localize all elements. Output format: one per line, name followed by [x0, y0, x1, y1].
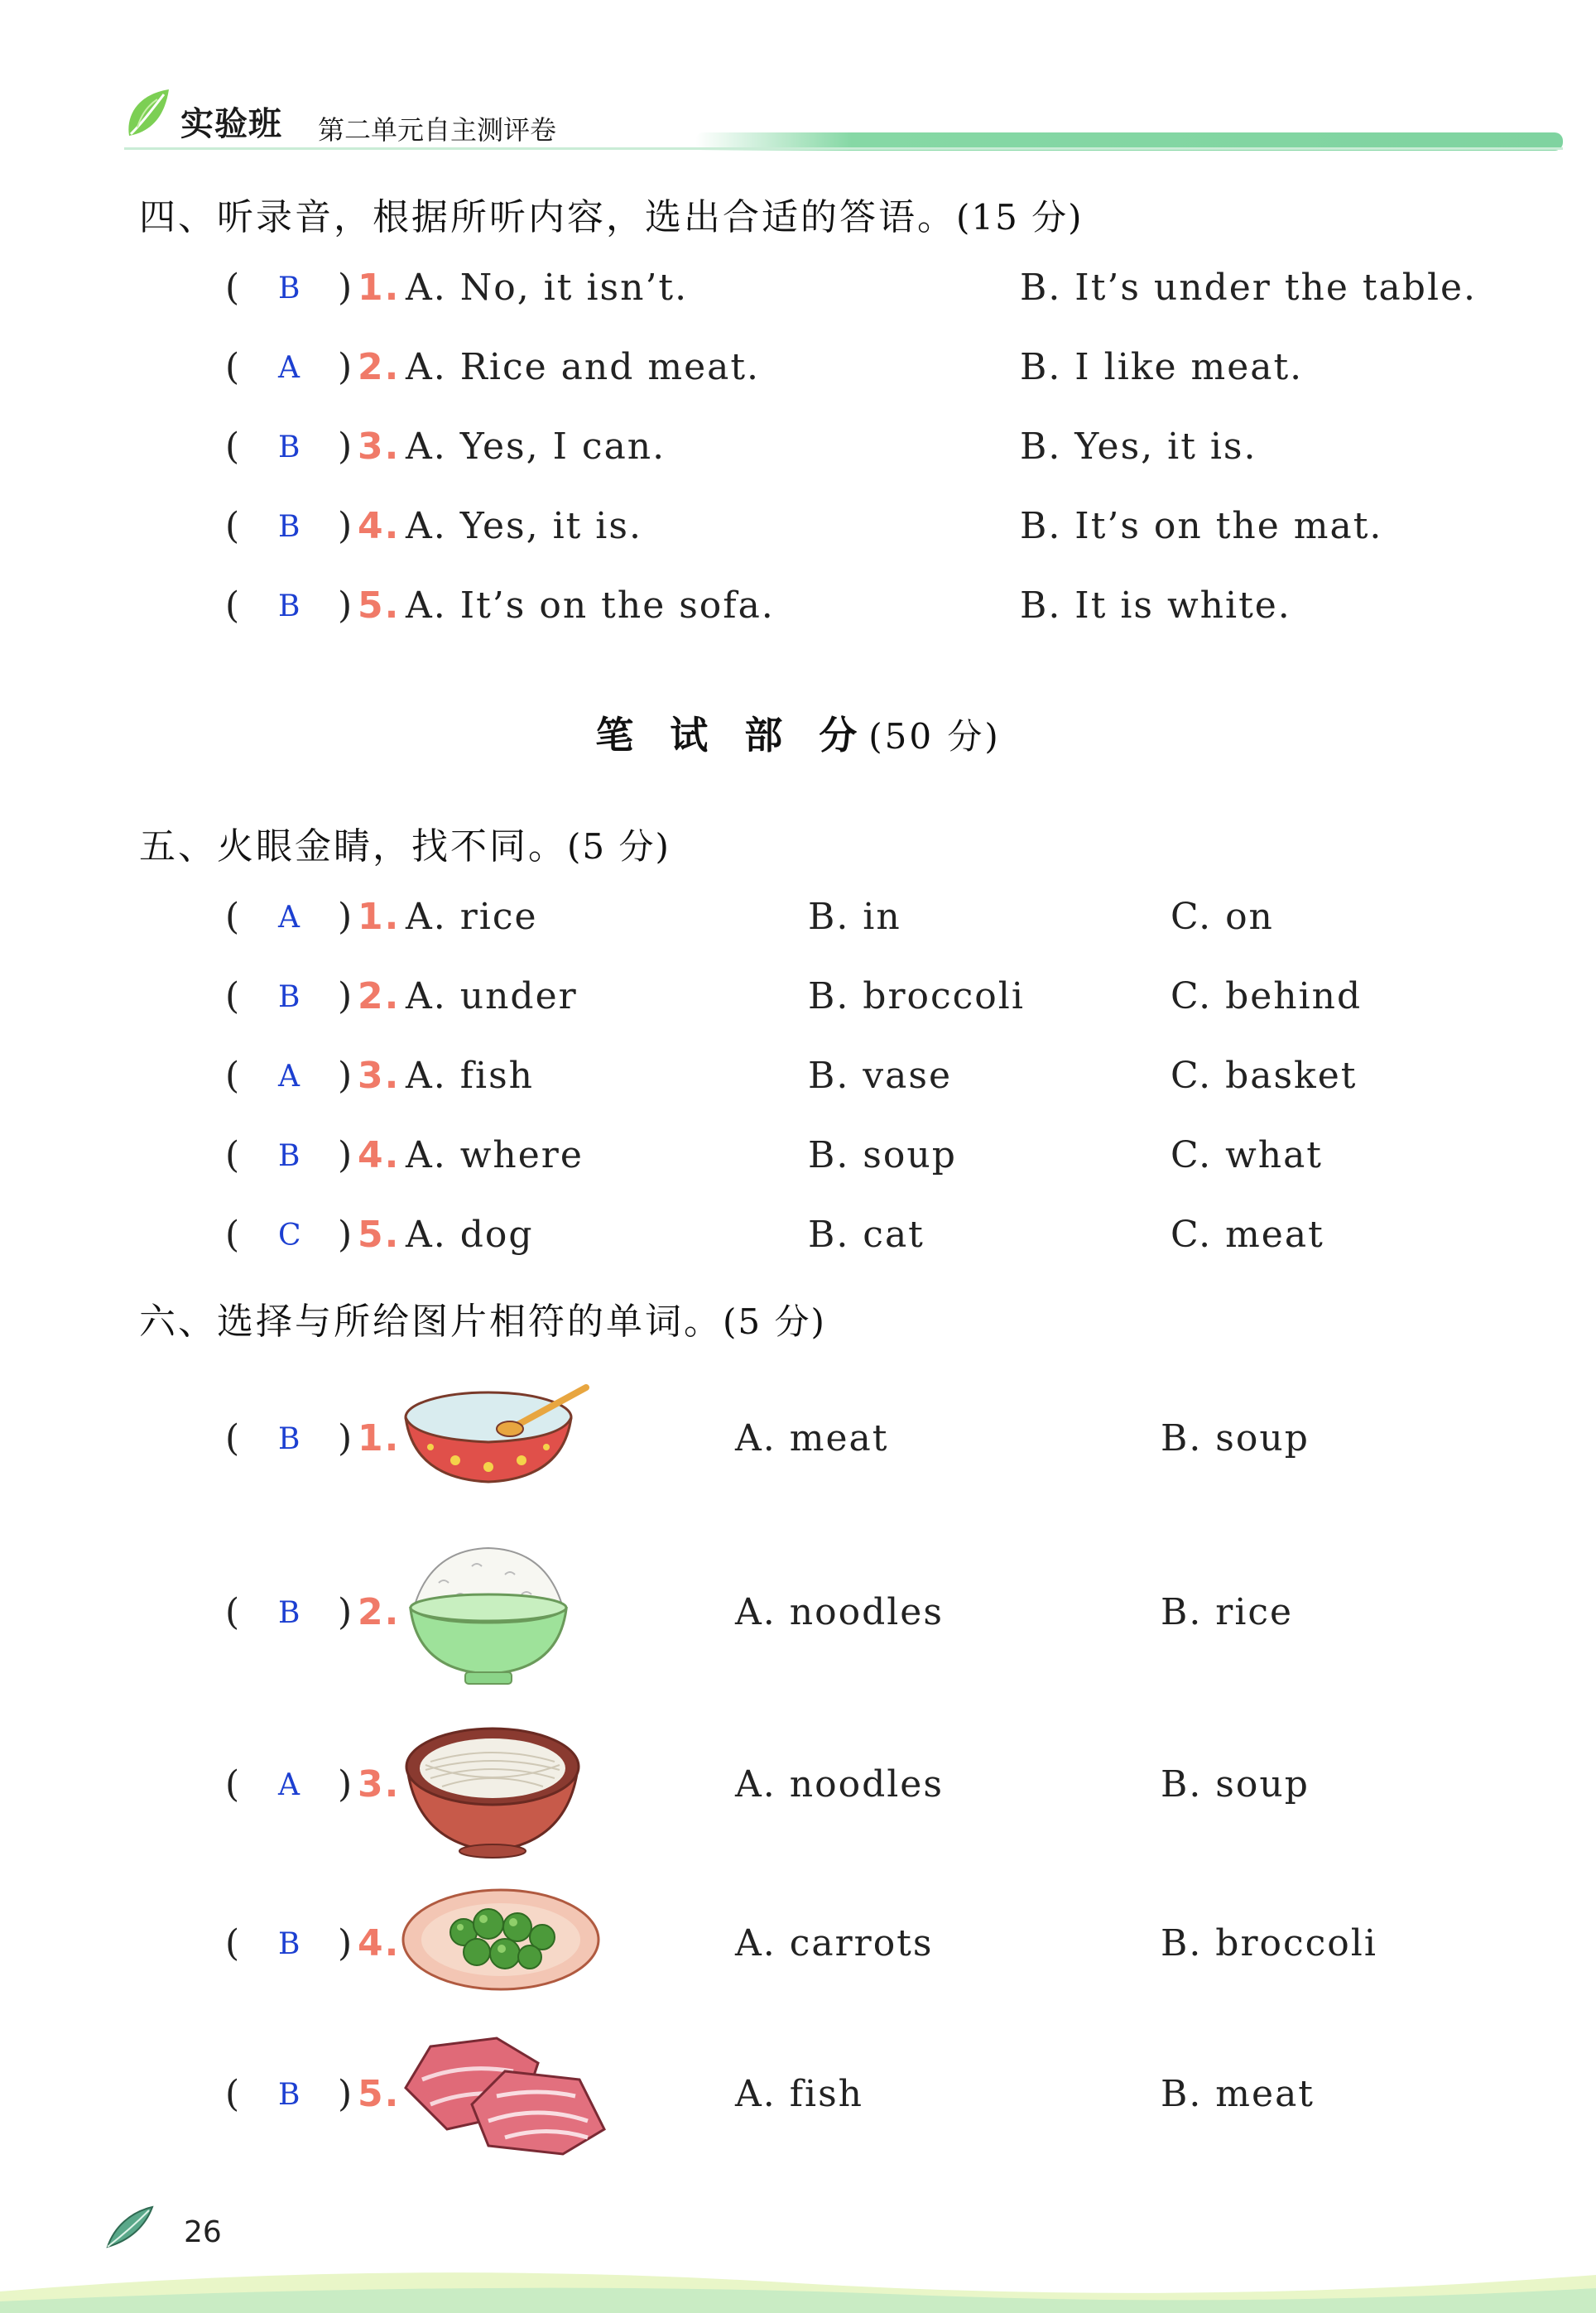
option-a: A. It’s on the sofa.: [406, 584, 775, 627]
question-number: 5.: [358, 584, 401, 627]
section-four-heading: [139, 187, 1084, 240]
answer-mark: B: [278, 1422, 302, 1456]
option-a: A. meat: [735, 1417, 889, 1459]
option-b: B. I like meat.: [1020, 346, 1304, 388]
question-number: 1.: [358, 896, 401, 938]
answer-mark: A: [278, 1060, 301, 1094]
option-a: A. carrots: [735, 1922, 934, 1964]
option-c: C. behind: [1171, 975, 1363, 1017]
option-a: A. where: [406, 1134, 584, 1176]
option-b: B. It is white.: [1020, 584, 1291, 627]
question-number: 4.: [358, 1134, 401, 1176]
option-a: A. Rice and meat.: [406, 346, 761, 388]
option-b: B. It’s on the mat.: [1020, 505, 1383, 547]
option-a: A. rice: [406, 896, 538, 938]
list-item: ( A ) 3. A. noodles B. soup: [225, 1763, 1310, 1806]
answer-mark: B: [278, 1596, 302, 1630]
question-number: 2.: [358, 346, 401, 388]
section-five-title: 五、火眼金睛，找不同。: [139, 825, 567, 868]
rice-bowl-icon: [397, 1541, 579, 1690]
section-four-title: 四、听录音，根据所听内容，选出合适的答语。: [139, 196, 956, 238]
unit-title: 第二单元自主测评卷: [318, 114, 557, 146]
list-item: ( B ) 1. A. meat B. soup: [225, 1417, 1310, 1459]
list-item: ( B ) 2. A. noodles B. rice: [225, 1591, 1294, 1633]
option-a: A. noodles: [735, 1763, 944, 1806]
written-part-heading: [0, 705, 1596, 760]
answer-mark: A: [278, 1768, 301, 1802]
option-c: C. meat: [1171, 1214, 1324, 1256]
option-c: C. what: [1171, 1134, 1323, 1176]
answer-mark: B: [278, 1927, 302, 1961]
option-c: C. basket: [1171, 1055, 1358, 1097]
option-b: B. soup: [1161, 1417, 1310, 1459]
leaf-decoration-icon: [103, 2202, 156, 2252]
option-a: A. fish: [406, 1055, 535, 1097]
answer-mark: B: [278, 2078, 302, 2112]
list-item: ( C ) 5. A. dog B. cat C. meat: [225, 1214, 1324, 1256]
section-five-heading: [139, 816, 671, 869]
option-b: B. soup: [1161, 1763, 1310, 1806]
question-number: 2.: [358, 975, 401, 1017]
brand-title: 实验班: [180, 105, 282, 143]
option-c: C. on: [1171, 896, 1274, 938]
page-number: 26: [184, 2215, 222, 2249]
list-item: ( B ) 3. A. Yes, I can. B. Yes, it is.: [225, 426, 1257, 468]
soup-bowl-icon: [397, 1381, 604, 1488]
option-a: A. noodles: [735, 1591, 944, 1633]
section-six-points: (5 分): [723, 1301, 826, 1342]
question-number: 3.: [358, 1055, 401, 1097]
option-b: B. soup: [808, 1134, 957, 1176]
list-item: ( A ) 1. A. rice B. in C. on: [225, 896, 1274, 938]
list-item: ( B ) 4. A. Yes, it is. B. It’s on the mat.: [225, 505, 1383, 547]
question-number: 3.: [358, 426, 401, 468]
question-number: 4.: [358, 505, 401, 547]
option-a: A. under: [406, 975, 578, 1017]
list-item: ( B ) 1. A. No, it isn’t. B. It’s under the table.: [225, 267, 1478, 309]
answer-mark: B: [278, 510, 302, 544]
answer-mark: B: [278, 1139, 302, 1173]
option-a: A. No, it isn’t.: [406, 267, 689, 309]
answer-mark: A: [278, 901, 301, 935]
option-b: B. broccoli: [1161, 1922, 1377, 1964]
option-b: B. meat: [1161, 2073, 1315, 2115]
section-five-points: (5 分): [567, 826, 671, 867]
option-b: B. broccoli: [808, 975, 1025, 1017]
question-number: 1.: [358, 1417, 401, 1459]
section-six-heading: [139, 1291, 826, 1344]
list-item: ( A ) 2. A. Rice and meat. B. I like meat.: [225, 346, 1304, 388]
question-number: 1.: [358, 267, 401, 309]
header-rule: [124, 147, 1563, 150]
option-b: B. in: [808, 896, 901, 938]
answer-mark: B: [278, 589, 302, 623]
written-part-points: (50 分): [868, 716, 1001, 757]
noodle-bowl-icon: [397, 1719, 588, 1859]
option-a: A. Yes, I can.: [406, 426, 666, 468]
option-b: B. vase: [808, 1055, 953, 1097]
list-item: ( B ) 2. A. under B. broccoli C. behind: [225, 975, 1363, 1017]
broccoli-plate-icon: [397, 1886, 604, 1993]
list-item: ( A ) 3. A. fish B. vase C. basket: [225, 1055, 1358, 1097]
option-b: B. It’s under the table.: [1020, 267, 1478, 309]
answer-mark: C: [278, 1219, 303, 1253]
written-part-title: 笔 试 部 分: [595, 713, 869, 757]
option-a: A. dog: [406, 1214, 534, 1256]
option-a: A. fish: [735, 2073, 864, 2115]
option-a: A. Yes, it is.: [406, 505, 642, 547]
question-number: 3.: [358, 1763, 401, 1806]
question-number: 5.: [358, 2073, 401, 2115]
answer-mark: B: [278, 272, 302, 305]
footer-wave: [0, 2258, 1596, 2313]
answer-mark: A: [278, 351, 301, 385]
list-item: ( B ) 4. A. where B. soup C. what: [225, 1134, 1323, 1176]
question-number: 5.: [358, 1214, 401, 1256]
section-six-title: 六、选择与所给图片相符的单词。: [139, 1301, 723, 1343]
leaf-logo-icon: [123, 86, 174, 141]
option-b: B. cat: [808, 1214, 925, 1256]
list-item: ( B ) 5. A. It’s on the sofa. B. It is white.: [225, 584, 1291, 627]
option-b: B. Yes, it is.: [1020, 426, 1257, 468]
section-four-points: (15 分): [956, 197, 1084, 238]
question-number: 4.: [358, 1922, 401, 1964]
list-item: ( B ) 4. A. carrots B. broccoli: [225, 1922, 1377, 1964]
answer-mark: B: [278, 430, 302, 464]
answer-mark: B: [278, 980, 302, 1014]
meat-icon: [397, 2030, 613, 2162]
question-number: 2.: [358, 1591, 401, 1633]
list-item: ( B ) 5. A. fish B. meat: [225, 2073, 1315, 2115]
option-b: B. rice: [1161, 1591, 1294, 1633]
